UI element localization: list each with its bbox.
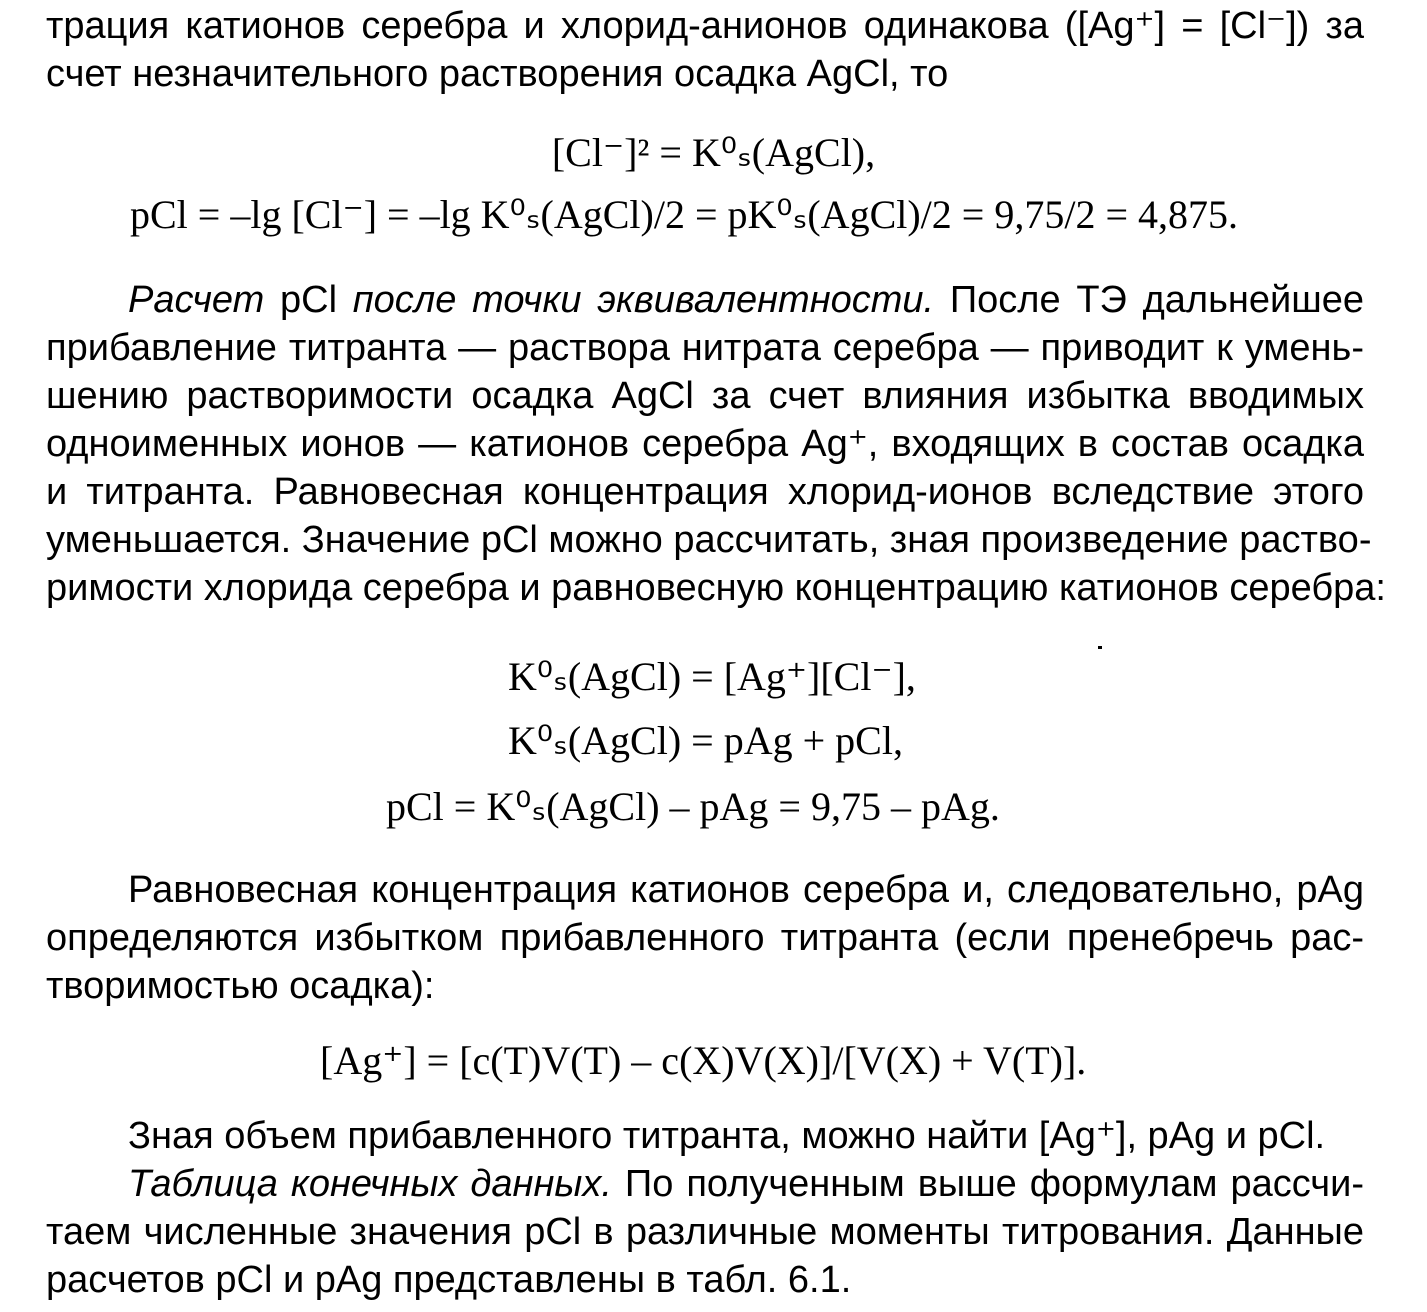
italic-heading: Таблица конечных данных.	[128, 1163, 612, 1205]
paragraph-line: и титранта. Равновесная концентрация хлорид-ионов вследствие этого	[46, 471, 1364, 513]
italic-heading: Расчет	[128, 279, 265, 321]
paragraph-line: римости хлорида серебра и равновесную концентрацию катионов серебра:	[46, 567, 1386, 609]
formula-cl-squared: [Cl⁻]² = K⁰ₛ(AgCl),	[551, 130, 876, 175]
formula-pcl-after: pCl = K⁰ₛ(AgCl) – pAg = 9,75 – pAg.	[386, 784, 1000, 829]
paragraph-line: уменьшается. Значение pCl можно рассчитать, зная произведение раство-	[46, 519, 1372, 561]
paragraph-line: Равновесная концентрация катионов серебра и, следовательно, pAg	[128, 869, 1364, 911]
inline-text: pCl	[264, 279, 353, 321]
paragraph-line: творимостью осадка):	[46, 965, 435, 1007]
italic-heading: после точки эквивалентности.	[352, 279, 935, 321]
paragraph-line: одноименных ионов — катионов серебра Ag⁺, входящих в состав осадка	[46, 423, 1364, 465]
formula-pcl-equivalence: pCl = –lg [Cl⁻] = –lg K⁰ₛ(AgCl)/2 = pK⁰ₛ(AgCl)/2 = 9,75/2 = 4,875.	[130, 192, 1239, 237]
inline-text: По полученным выше формулам рассчи-	[611, 1163, 1364, 1205]
formula-ks-product: K⁰ₛ(AgCl) = [Ag⁺][Cl⁻],	[508, 654, 916, 699]
paragraph-line: прибавление титранта — раствора нитрата серебра — приводит к умень-	[46, 327, 1364, 369]
paragraph-line: шению растворимости осадка AgCl за счет влияния избытка вводимых	[46, 375, 1364, 417]
paragraph-line: расчетов pCl и pAg представлены в табл. 6.1.	[46, 1259, 852, 1301]
paragraph-line	[128, 276, 1364, 324]
formula-pks-sum: K⁰ₛ(AgCl) = pAg + pCl,	[508, 718, 903, 763]
paragraph-line	[128, 1160, 1364, 1208]
paragraph-line: Зная объем прибавленного титранта, можно найти [Ag⁺], pAg и pCl.	[128, 1115, 1326, 1157]
print-speck	[1098, 646, 1102, 649]
paragraph-line: счет незначительного растворения осадка AgCl, то	[46, 53, 949, 95]
paragraph-line: определяются избытком прибавленного титранта (если пренебречь рас-	[46, 917, 1364, 959]
paragraph-line: трация катионов серебра и хлорид-анионов одинакова ([Ag⁺] = [Cl⁻]) за	[46, 5, 1364, 47]
paragraph-line: таем численные значения pCl в различные моменты титрования. Данные	[46, 1211, 1364, 1253]
inline-text: После ТЭ дальнейшее	[934, 279, 1364, 321]
formula-ag-concentration: [Ag⁺] = [c(T)V(T) – c(X)V(X)]/[V(X) + V(T)].	[320, 1038, 1087, 1083]
